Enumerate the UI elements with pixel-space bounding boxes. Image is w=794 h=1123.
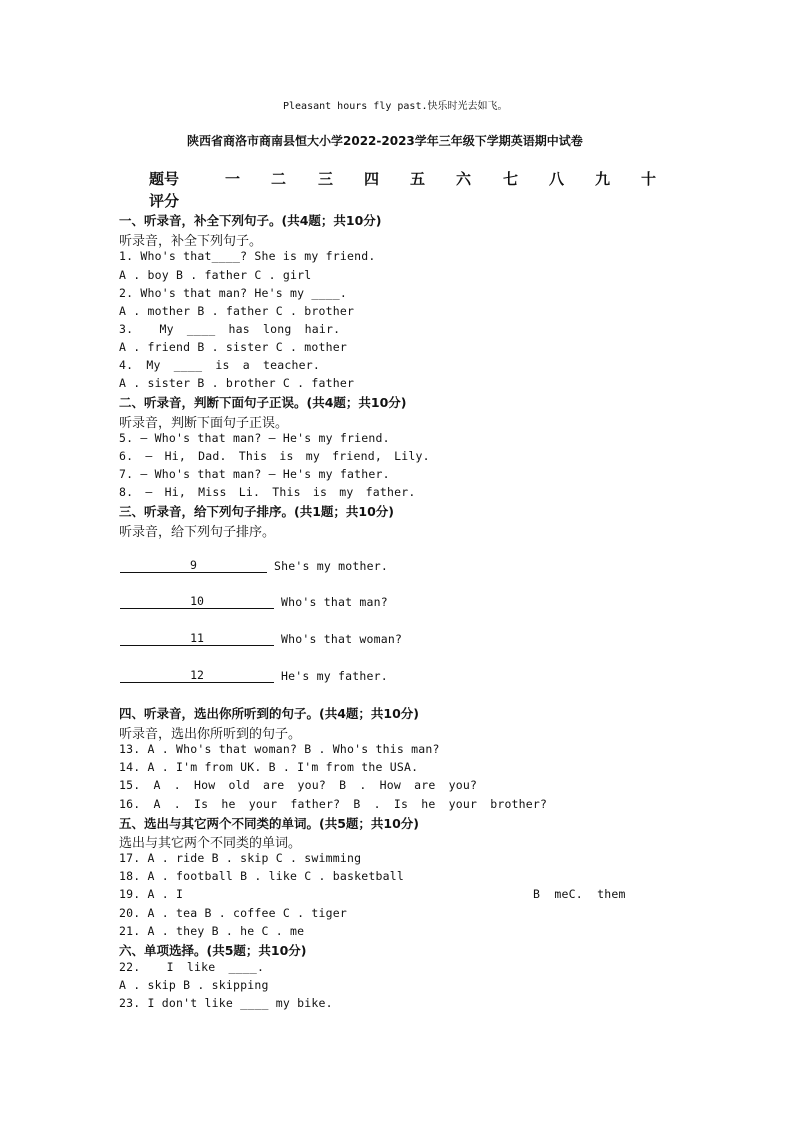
score-table-score-label: 评分 [149,192,180,210]
question-line: 4. My ____ is a teacher. [119,358,320,372]
question-line: 13. A . Who's that woman? B . Who's this man? [119,742,440,756]
order-sentence: He's my father. [281,669,388,683]
question-line: 20. A . tea B . coffee C . tiger [119,906,347,920]
question-line: 19. A . I [119,887,184,901]
section-6-heading: 六、单项选择。(共5题；共10分) [119,943,307,958]
question-line: 3. My ____ has long hair. [119,322,341,336]
order-blank-11[interactable]: 11 [120,631,274,646]
score-column-3: 三 [318,170,334,188]
section-3-heading: 三、听录音，给下列句子排序。(共1题；共10分) [119,504,395,519]
score-table-header-label: 题号 [149,170,180,188]
question-line: 1. Who's that____? She is my friend. [119,249,376,263]
section-5-instruction: 选出与其它两个不同类的单词。 [119,836,302,851]
score-column-10: 十 [641,170,657,188]
question-line: 15. A . How old are you? B . How are you? [119,778,478,792]
statement-line: 6. — Hi, Dad. This is my friend, Lily. [119,449,430,463]
statement-line: 8. — Hi, Miss Li. This is my father. [119,485,416,499]
question-line: 23. I don't like ____ my bike. [119,996,333,1010]
score-column-2: 二 [271,170,287,188]
section-4-heading: 四、听录音，选出你所听到的句子。(共4题；共10分) [119,706,420,721]
question-line: 17. A . ride B . skip C . swimming [119,851,362,865]
score-column-5: 五 [410,170,426,188]
section-1-heading: 一、听录音，补全下列句子。(共4题；共10分) [119,213,382,228]
options-line: A . mother B . father C . brother [119,304,355,318]
question-line: 16. A . Is he your father? B . Is he your brother? [119,797,548,811]
order-blank-9[interactable]: 9 [120,558,267,573]
question-line: 22. I like ____. [119,960,265,974]
page-title: 陕西省商洛市商南县恒大小学2022-2023学年三年级下学期英语期中试卷 [187,134,583,148]
question-line: 18. A . football B . like C . basketball [119,869,404,883]
order-blank-12[interactable]: 12 [120,668,274,683]
score-column-7: 七 [503,170,519,188]
question-line: 21. A . they B . he C . me [119,924,305,938]
score-column-4: 四 [364,170,380,188]
order-sentence: Who's that woman? [281,632,403,646]
page-motto: Pleasant hours fly past.快乐时光去如飞。 [283,101,508,112]
question-line-options: B meC. them [533,887,626,901]
question-line: 14. A . I'm from UK. B . I'm from the USA. [119,760,419,774]
options-line: A . friend B . sister C . mother [119,340,347,354]
options-line: A . skip B . skipping [119,978,269,992]
statement-line: 5. — Who's that man? — He's my friend. [119,431,390,445]
section-4-instruction: 听录音，选出你所听到的句子。 [119,727,302,742]
section-5-heading: 五、选出与其它两个不同类的单词。(共5题；共10分) [119,816,420,831]
order-sentence: She's my mother. [274,559,388,573]
statement-line: 7. — Who's that man? — He's my father. [119,467,390,481]
section-1-instruction: 听录音，补全下列句子。 [119,234,263,249]
order-sentence: Who's that man? [281,595,388,609]
options-line: A . sister B . brother C . father [119,376,355,390]
question-line: 2. Who's that man? He's my ____. [119,286,347,300]
options-line: A . boy B . father C . girl [119,268,312,282]
section-2-instruction: 听录音，判断下面句子正误。 [119,416,289,431]
score-column-1: 一 [225,170,241,188]
order-blank-10[interactable]: 10 [120,594,274,609]
score-column-6: 六 [456,170,472,188]
section-2-heading: 二、听录音，判断下面句子正误。(共4题；共10分) [119,395,407,410]
score-column-8: 八 [549,170,565,188]
section-3-instruction: 听录音，给下列句子排序。 [119,525,276,540]
score-column-9: 九 [595,170,611,188]
